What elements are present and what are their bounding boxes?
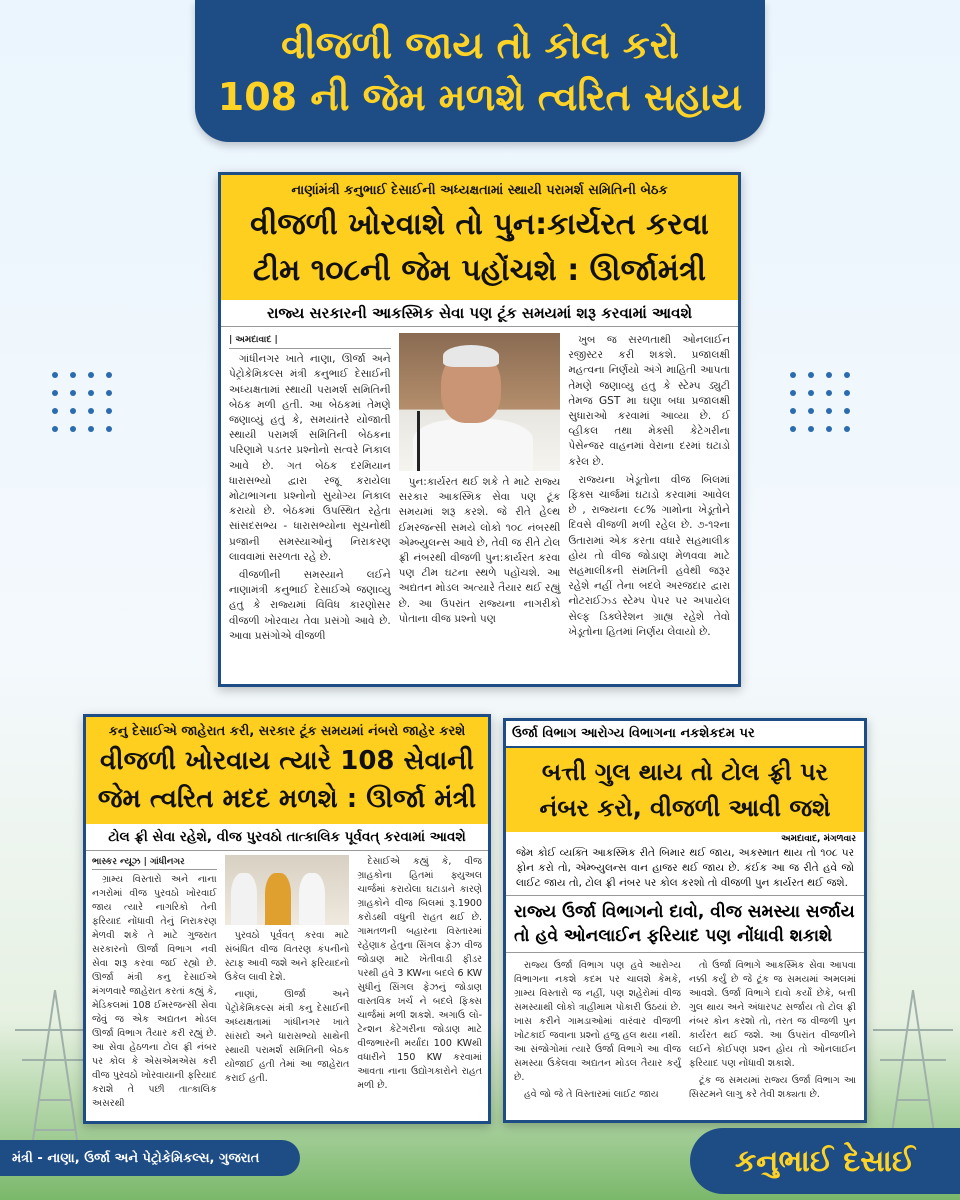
article-paragraph: વીજળીની સમસ્યાને લઈને નાણામંત્રી કનુભાઈ દેસાઈએ જણાવ્યુ હતુ કે રાજ્યમાં વિવિધ કારણોસર વીજળી ખોરવાય તેવા પ્રસંગો આવે છે. આવા પ્રસંગોએ વીજળી (229, 569, 391, 642)
article-column (225, 855, 350, 1114)
article-lead: જેમ કોઈ વ્યક્તિ આકસ્મિક રીતે બિમાર થઈ જાય, અકસ્માત થાય તો ૧૦૮ પર ફોન કરો તો, એમ્બ્યુલન્સ વાન હાજર થઈ જાય છે. કંઈક આ જ રીતે હવે જો લાઈટ જાય તો, ટોલ ફ્રી નંબર પર કોલ કરશો તો વીજળી પુન કાર્યરત થઈ જશે. (516, 847, 854, 889)
headline-line2: ટીમ ૧૦૮ની જેમ પહોંચશે : ઊર્જામંત્રી (253, 253, 706, 288)
headline-line2: નંબર કરો, વીજળી આવી જશે (539, 794, 831, 822)
meeting-photo (225, 855, 350, 925)
article-paragraph: ગ્રામ્ય વિસ્તારો અને નાના નગરોમાં વીજ પુરવઠો ખોરવાઈ જાય ત્યારે નાગરિકો તેની ફરિયાદ નોંધાવી તેનું નિરાકરણ મેળવી શકે તે માટે ગુજરાત સરકારનો ઊર્જા વિભાગ નવી સેવા શરૂ કરવા જઈ રહ્યો છે. ઊર્જા મંત્રી કનુ દેસાઈએ મંગળવારે જાહેરાત કરતાં કહ્યું કે, મેડિકલમાં 108 ઈમરજન્સી સેવા જેવું જ એક અદ્યતન મોડલ ઊર્જા વિભાગ તૈયાર કરી રહ્યું છે. આ સેવા હેઠળના ટોલ ફ્રી નંબર પર કોલ કે એસએમએસ કરી વીજ પુરવઠો ખોરવાયાની ફરિયાદ કરાશે તે પછી તાત્કાલિક અસરથી (92, 874, 217, 1109)
clipping-subhead: રાજ્ય સરકારની આકસ્મિક સેવા પણ ટૂંક સમયમાં શરૂ કરવામાં આવશે (221, 300, 738, 327)
headline-line1: બત્તી ગુલ થાય તો ટોલ ફ્રી પર (541, 758, 829, 786)
article-column (514, 959, 681, 1105)
article-column (92, 855, 217, 1114)
clipping-kicker: નાણાંમંત્રી કનુભાઈ દેસાઈની અધ્યક્ષતામાં સ્થાયી પરામર્શ સમિતિની બેઠક (291, 183, 668, 198)
clipping-headline (221, 202, 738, 300)
clipping-kicker: ઉર્જા વિભાગ આરોગ્ય વિભાગના નકશેકદમ પર (506, 721, 864, 748)
minister-photo (399, 333, 561, 471)
article-column (568, 333, 730, 647)
news-clipping-main (218, 172, 741, 687)
article-paragraph: ગાંધીનગર ખાતે નાણા, ઊર્જા અને પેટ્રોકેમિકલ્સ મંત્રી કનુભાઈ દેસાઈની અધ્યક્ષતામાં સ્થાયી પરામર્શ સમિતિની બેઠક મળી હતી. આ બેઠકમાં તેમણે જણાવ્યું હતું કે, સમયાંતરે યોજાતી સ્થાયી પરામર્શ સમિતિની બેઠકના પરિણામે પડતર પ્રશ્નોનો સત્વરે નિકાલ આવે છે. ગત બેઠક દરમિયાન ધારાસભ્યો દ્વારા રજૂ કરાયેલા મોટાભાગના પ્રશ્નોનો સુયોગ્ય નિકાલ કરાયો છે. બેઠકમાં ઉપસ્થિત રહેતા સાંસદસભ્ય - ધારાસભ્યોના સૂચનોથી પ્રજાની સમસ્યાઓનું નિરાકરણ લાવવામાં સરળતા રહે છે. (229, 353, 391, 563)
article-columns (86, 851, 488, 1118)
decorative-dots-right (790, 372, 850, 432)
article-column (357, 855, 482, 1114)
article-paragraph: રાજ્ય ઉર્જા વિભાગ પણ હવે આરોગ્ય વિભાગના નકશે કદમ પર ચાલશે કેમકે, ગ્રામ્ય વિસ્તારો જ નહીં, પણ શહેરોમાં વીજ સમસ્યાથી લોકો ત્રાહીમામ પોકારી ઉઠયાં છે. ખાસ કરીને ગામડાઓમાં વારંવાર વીજળી ખોટકાઈ જવાના પ્રશ્નો હજુ હલ થયા નથી. આ સંજોગોમાં ત્યારે ઉર્જા વિભાગે આ વીજ સમસ્યા ઉકેલવા અદ્યતન મોડલ તૈયાર કર્યું છે. (514, 960, 681, 1083)
decorative-dots-left (52, 372, 112, 432)
clipping-subhead: રાજ્ય ઉર્જા વિભાગનો દાવો, વીજ સમસ્યા સર્જાય તો હવે ઓનલાઈન ફરિયાદ પણ નોંધાવી શકાશે (506, 895, 864, 953)
minister-title-bar: મંત્રી - નાણા, ઉર્જા અને પેટ્રોકેમિકલ્સ, ગુજરાત (0, 1140, 300, 1176)
headline-line1: વીજળી ખોરવાય ત્યારે 108 સેવાની (99, 746, 474, 776)
dateline: ભાસ્કર ન્યૂઝ | ગાંધીનગર (92, 855, 217, 870)
clipping-headline (506, 748, 864, 832)
news-clipping-left (83, 714, 491, 1124)
article-column (689, 959, 856, 1105)
header-banner (195, 0, 765, 142)
article-columns (221, 327, 738, 653)
clipping-kicker: કનુ દેસાઈએ જાહેરાત કરી, સરકાર ટૂંક સમયમાં નંબરો જાહેર કરશે (108, 724, 466, 739)
article-paragraph: પુરવઠો પૂર્વવત્ કરવા માટે સંબંધિત વીજ વિતરણ કંપનીનો સ્ટાફ આવી જશે અને ફરિયાદનો ઉકેલ લાવી દેશે. (224, 930, 350, 983)
dateline: | અમદાવાદ | (229, 333, 391, 349)
dateline: અમદાવાદ, મંગળવાર (781, 834, 856, 844)
header-title-line1: વીજળી જાય તો કોલ કરો (281, 23, 679, 67)
article-paragraph: તો ઉર્જા વિભાગે આકસ્મિક સેવા આપવા નક્કી કર્યું છે જે ટૂંક જ સમયમાં અમલમાં આવશે. ઉર્જા વિભાગે દાવો કર્યો છેકે, બત્તી ગુલ થાય અને અંધારપટ સર્જાય તો ટોલ ફ્રી નંબર કોન કરશો તો, તરત જ વીજળી પુન કાર્યરત થઈ જશે. આ ઉપરાંત વીજળીને લઈને કોઈપણ પ્રશ્ન હોય તો ઓનલાઈન ફરિયાદ પણ નોંધાવી શકાશે. (689, 960, 856, 1069)
clipping-header (221, 175, 738, 300)
article-columns (506, 957, 864, 1107)
article-paragraph: હવે જો જે તે વિસ્તારમાં લાઈટ જાય (524, 1089, 659, 1100)
headline-line1: વીજળી ખોરવાશે તો પુન:કાર્યરત કરવા (250, 207, 709, 242)
article-paragraph: નાણાં, ઊર્જા અને પેટ્રોકેમિકલ્સ મંત્રી કનુ દેસાઈની અધ્યક્ષતામાં ગાંધીનગર ખાતે સાંસદો અને ધારાસભ્યો સાથેની સ્થાયી પરામર્શ સમિતિની બેઠક યોજાઈ હતી તેમાં આ જાહેરાત કરાઈ હતી. (224, 989, 350, 1084)
headline-line2: જેમ ત્વરિત મદદ મળશે : ઊર્જા મંત્રી (97, 784, 477, 814)
header-title-line2: 108 ની જેમ મળશે ત્વરિત સહાય (217, 75, 743, 119)
news-clipping-right (503, 718, 867, 1123)
article-column (229, 333, 391, 647)
article-column (399, 333, 561, 647)
minister-name-bar: કનુભાઈ દેસાઈ (690, 1128, 960, 1194)
article-paragraph: દેસાઈએ કહ્યું કે, વીજ ગ્રાહકોના હિતમાં ફ્યુઅલ ચાર્જમાં કરાયેલા ઘટાડાને કારણે ગ્રાહકોને વીજ બિલમાં રૂ.1900 કરોડથી વધુની રાહત થઈ છે. ગામતળની બહારના વિસ્તારમાં રહેણાક હેતુના સિંગલ ફેઝ વીજ જોડાણ માટે ખેતીવાડી ફીડર પરથી હવે 3 KWના બદલે 6 KW સુધીનું સિંગલ ફેઝનું જોડાણ વાસ્તવિક ખર્ચ ને બદલે ફિક્સ ચાર્જમાં મળી શકશે. અગાઉ લો-ટેન્શન કેટેગરીના જોડાણ માટે વીજભારની મર્યાદા 100 KWથી વધારીને 150 KW કરવામાં આવતા નાના ઉદ્યોગકારોને રાહત મળી છે. (357, 856, 483, 1091)
clipping-subhead: ટોલ ફ્રી સેવા રહેશે, વીજ પુરવઠો તાત્કાલિક પૂર્વવત્ કરવામાં આવશે (86, 824, 488, 851)
article-paragraph: ખુબ જ સરળતાથી ઓનલાઈન રજીસ્ટર કરી શકશે. પ્રજાલક્ષી મહત્વના નિર્ણયો અંગે માહિતી આપતા તેમણે જણાવ્યુ હતુ કે સ્ટેમ્પ ડ્યુટી તેમજ GST મા ઘણા બધા પ્રજાલક્ષી સુધારાઓ કરવામાં આવ્યા છે. ઈ વ્હીકલ તથા મેક્સી કેટેગરીના પેસેન્જર વાહનમાં વેરાના દરમાં ઘટાડો કરેલ છે. (568, 334, 731, 468)
clipping-header (86, 717, 488, 824)
article-paragraph: પુન:કાર્યરત થઈ શકે તે માટે રાજ્ય સરકાર આકસ્મિક સેવા પણ ટૂંક સમયમાં શરૂ કરશે. જે રીતે હેલ્થ ઈમરજન્સી સમયે લોકો ૧૦૮ નંબરથી એમ્બ્યુલન્સ આવે છે, તેવી જ રીતે ટોલ ફ્રી નંબરથી વીજળી પુન:કાર્યરત કરવા પણ ટીમ ઘટના સ્થળે પહોંચશે. આ અદ્યતન મોડલ અત્યારે તૈયાર થઈ રહ્યું છે. આ ઉપરાંત રાજ્યના નાગરીકો પોતાના વીજ પ્રશ્નો પણ (398, 476, 561, 625)
clipping-headline (86, 742, 488, 824)
article-paragraph: રાજ્યના ખેડૂતોના વીજ બિલમાં ફિક્સ ચાર્જમાં ઘટાડો કરવામાં આવેલ છે , રાજ્યના ૯૮% ગામોના ખેડૂતોને દિવસે વીજળી મળી રહેલ છે. ૭-૧૨ના ઉતારામાં એક કરતા વધારે સહમાલીક હોય તો વીજ જોડાણ મેળવવા માટે સહમાલીકની સંમતિની હવેથી જરૂર રહેશે નહીં તેના બદલે અરજદાર દ્વારા નોટરાઈઝ્ડ સ્ટેમ્પ પેપર પર અપાયેલ સેલ્ફ ડિક્લેરેશન ગ્રાહ્ય રહેશે તેવો ખેડૂતોના હિતમાં નિર્ણય લેવાયો છે. (568, 473, 731, 638)
article-paragraph: ટૂંક જ સમયમાં રાજ્ય ઉર્જા વિભાગ આ સિસ્ટમને લાગુ કરે તેવી શક્યતા છે. (689, 1075, 856, 1100)
